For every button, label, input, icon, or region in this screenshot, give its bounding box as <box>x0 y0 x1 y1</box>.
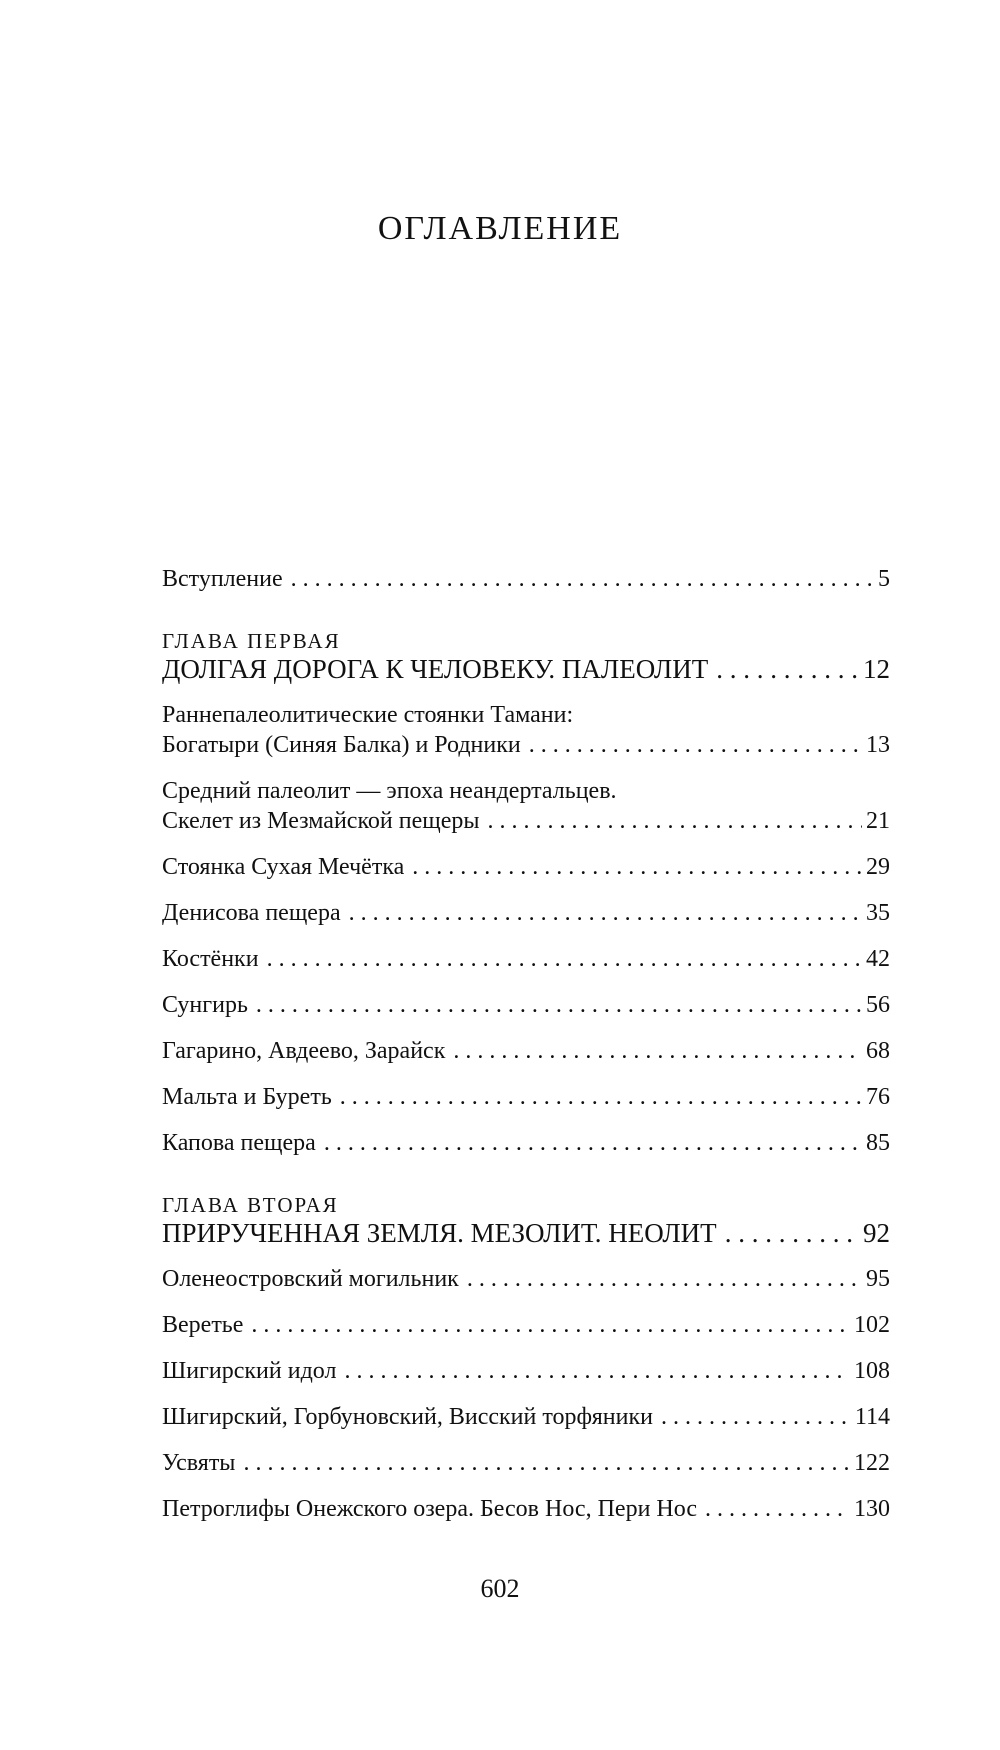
toc-entry-label: Петроглифы Онежского озера. Бесов Нос, Пери Нос <box>162 1496 697 1522</box>
dot-leader <box>412 852 862 882</box>
toc-page-number: 108 <box>854 1358 890 1384</box>
toc-page-number: 13 <box>866 732 890 758</box>
chapter-2-kicker: ГЛАВА ВТОРАЯ <box>162 1193 339 1217</box>
toc-entry[interactable] <box>162 944 890 974</box>
dot-leader <box>291 564 874 594</box>
toc-page-number: 42 <box>866 946 890 972</box>
toc-page-number: 12 <box>863 654 890 684</box>
toc-entry[interactable] <box>162 852 890 882</box>
toc-page-number: 76 <box>866 1084 890 1110</box>
toc-page-number: 21 <box>866 808 890 834</box>
toc-entry-label: Костёнки <box>162 946 259 972</box>
toc-entry-label: Скелет из Мезмайской пещеры <box>162 808 480 834</box>
chapter-1-heading[interactable] <box>162 654 890 684</box>
toc-entry-first-line: Раннепалеолитические стоянки Тамани: <box>162 702 574 728</box>
table-of-contents <box>162 564 890 1524</box>
toc-entry[interactable] <box>162 1356 890 1386</box>
page-number: 602 <box>480 1574 520 1603</box>
toc-entry[interactable] <box>162 1264 890 1294</box>
toc-entry-label: Богатыри (Синяя Балка) и Родники <box>162 732 521 758</box>
toc-page-number: 102 <box>854 1312 890 1338</box>
toc-page-number: 130 <box>854 1496 890 1522</box>
toc-entry-label: Усвяты <box>162 1450 236 1476</box>
chapter-2-heading[interactable] <box>162 1218 890 1248</box>
dot-leader <box>453 1036 862 1066</box>
dot-leader <box>725 1218 859 1248</box>
toc-entry-label: Стоянка Сухая Мечётка <box>162 854 405 880</box>
dot-leader <box>716 654 859 684</box>
dot-leader <box>344 1356 850 1386</box>
toc-entry-label: Оленеостровский могильник <box>162 1266 459 1292</box>
toc-entry-first-line: Средний палеолит — эпоха неандертальцев. <box>162 778 617 804</box>
toc-entry-label: Шигирский идол <box>162 1358 337 1384</box>
toc-entry-label: Денисова пещера <box>162 900 341 926</box>
toc-entry-label: Гагарино, Авдеево, Зарайск <box>162 1038 446 1064</box>
dot-leader <box>324 1128 862 1158</box>
toc-entry[interactable] <box>162 1082 890 1112</box>
toc-page-number: 92 <box>863 1218 890 1248</box>
dot-leader <box>340 1082 862 1112</box>
toc-entry[interactable] <box>162 1036 890 1066</box>
toc-page-number: 68 <box>866 1038 890 1064</box>
page-title: ОГЛАВЛЕНИЕ <box>377 210 623 247</box>
toc-entry[interactable] <box>162 1494 890 1524</box>
toc-page-number: 5 <box>878 566 890 592</box>
dot-leader <box>529 730 862 760</box>
toc-page-number: 114 <box>854 1404 890 1430</box>
dot-leader <box>256 990 862 1020</box>
toc-entry-label: Капова пещера <box>162 1130 316 1156</box>
toc-entry-label: Сунгирь <box>162 992 248 1018</box>
toc-entry[interactable] <box>162 1310 890 1340</box>
toc-entry-label: Вступление <box>162 566 283 592</box>
toc-entry[interactable] <box>162 1128 890 1158</box>
toc-entry[interactable] <box>162 898 890 928</box>
dot-leader <box>349 898 862 928</box>
toc-entry[interactable] <box>162 806 890 836</box>
dot-leader <box>251 1310 850 1340</box>
dot-leader <box>467 1264 862 1294</box>
toc-entry[interactable] <box>162 1402 890 1432</box>
dot-leader <box>705 1494 850 1524</box>
toc-page-number: 35 <box>866 900 890 926</box>
dot-leader <box>661 1402 851 1432</box>
dot-leader <box>267 944 862 974</box>
toc-entry[interactable] <box>162 990 890 1020</box>
toc-page-number: 122 <box>854 1450 890 1476</box>
toc-entry-label: Шигирский, Горбуновский, Висский торфяники <box>162 1404 653 1430</box>
chapter-heading-label: ДОЛГАЯ ДОРОГА К ЧЕЛОВЕКУ. ПАЛЕОЛИТ <box>162 654 709 684</box>
chapter-1-kicker: ГЛАВА ПЕРВАЯ <box>162 629 341 653</box>
toc-entry[interactable] <box>162 1448 890 1478</box>
toc-page-number: 95 <box>866 1266 890 1292</box>
toc-entry-label: Мальта и Буреть <box>162 1084 332 1110</box>
dot-leader <box>487 806 862 836</box>
toc-entry-label: Веретье <box>162 1312 244 1338</box>
toc-page-number: 85 <box>866 1130 890 1156</box>
chapter-heading-label: ПРИРУЧЕННАЯ ЗЕМЛЯ. МЕЗОЛИТ. НЕОЛИТ <box>162 1218 717 1248</box>
toc-page-number: 56 <box>866 992 890 1018</box>
toc-entry[interactable] <box>162 730 890 760</box>
dot-leader <box>243 1448 850 1478</box>
toc-page-number: 29 <box>866 854 890 880</box>
toc-entry-intro[interactable] <box>162 564 890 594</box>
